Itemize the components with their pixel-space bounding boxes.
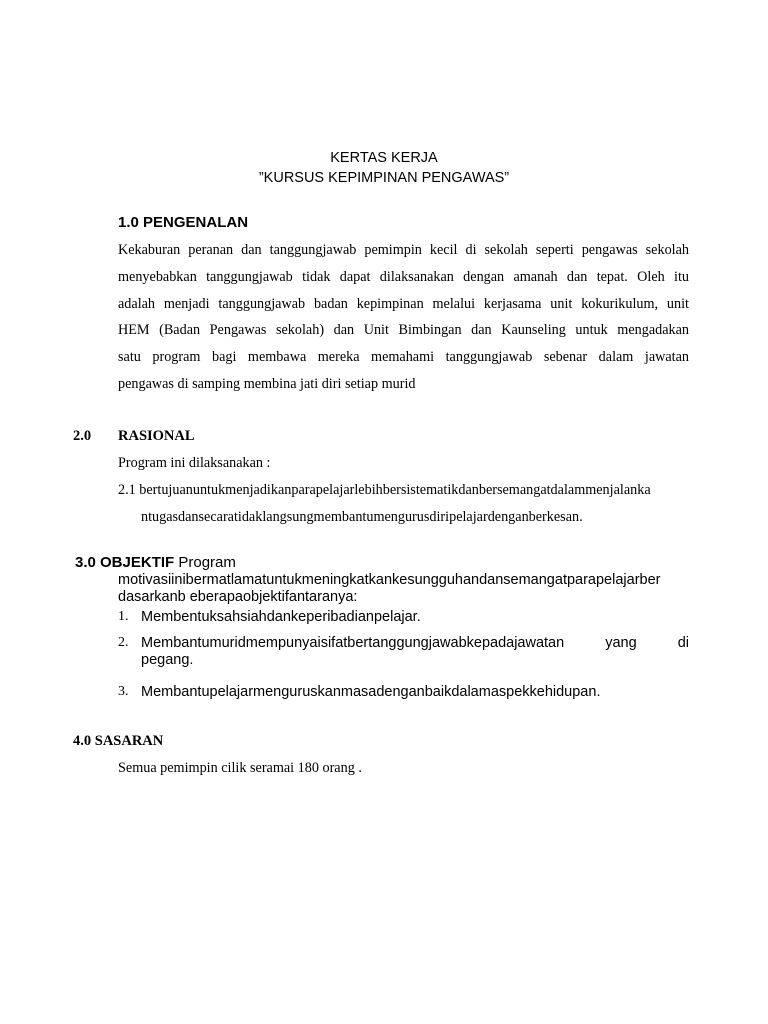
section-1-heading: 1.0 PENGENALAN — [118, 214, 249, 231]
document-subtitle: ”KURSUS KEPIMPINAN PENGAWAS” — [258, 170, 510, 186]
paragraph-line: adalah menjadi tanggungjawab badan kepimpinan melalui kerjasama unit kokurikulum, unit — [118, 295, 689, 312]
document-title: KERTAS KERJA — [330, 150, 438, 166]
objective-2-line — [141, 635, 689, 652]
section-2-heading: RASIONAL — [118, 428, 195, 444]
paragraph-line: Kekaburan peranan dan tanggungjawab pemimpin kecil di sekolah seperti pengawas sekolah — [118, 242, 689, 258]
objective-3-number: 3. — [118, 684, 129, 699]
paragraph-line: menyebabkan tanggungjawab tidak dapat dilaksanakan dengan amanah dan tepat. Oleh itu — [118, 268, 689, 285]
section-2-item-line-2: ntugasdansecaratidaklangsungmembantumengurusdiripelajardenganberkesan. — [141, 509, 583, 525]
section-4-heading: 4.0 SASARAN — [73, 733, 164, 749]
objective-2-line: pegang. — [141, 652, 194, 668]
objective-3-text: Membantupelajarmenguruskanmasadenganbaikdalamaspekkehidupan. — [141, 684, 601, 700]
objective-1-number: 1. — [118, 609, 129, 624]
paragraph-line: satu program bagi membawa mereka memahami tanggungjawab sebenar dalam jawatan — [118, 349, 689, 366]
section-4-text: Semua pemimpin cilik seramai 180 orang . — [118, 760, 362, 776]
section-2-number: 2.0 — [73, 428, 92, 444]
objective-2-part: di — [677, 635, 689, 651]
objective-1-text: Membentuksahsiahdankeperibadianpelajar. — [141, 609, 421, 625]
objective-2-part: yang — [605, 635, 637, 651]
paragraph-line: pengawas di samping membina jati diri setiap murid — [118, 375, 416, 392]
section-3-heading-line — [75, 554, 236, 571]
section-2-item-line-1: 2.1 bertujuanuntukmenjadikanparapelajarlebihbersistematikdanbersemangatdalammenjalanka — [118, 482, 651, 498]
section-1-paragraph — [118, 237, 689, 398]
section-3-intro-start: Program — [178, 554, 236, 571]
objective-2-part: Membantumuridmempunyaisifatbertanggungjawabkepadajawatan — [141, 635, 565, 651]
section-3-intro-line: motivasiinibermatlamatuntukmeningkatkankesungguhandansemangatparapelajarber — [118, 572, 661, 588]
section-3-intro-line: dasarkanb eberapaobjektifantaranya: — [118, 589, 358, 605]
objective-2-number: 2. — [118, 635, 129, 650]
paragraph-line: HEM (Badan Pengawas sekolah) dan Unit Bimbingan dan Kaunseling untuk mengadakan — [118, 322, 689, 339]
section-3-heading: 3.0 OBJEKTIF — [75, 554, 175, 571]
section-2-intro: Program ini dilaksanakan : — [118, 455, 271, 471]
objective-2-text — [141, 635, 689, 669]
section-3-intro — [118, 572, 690, 606]
